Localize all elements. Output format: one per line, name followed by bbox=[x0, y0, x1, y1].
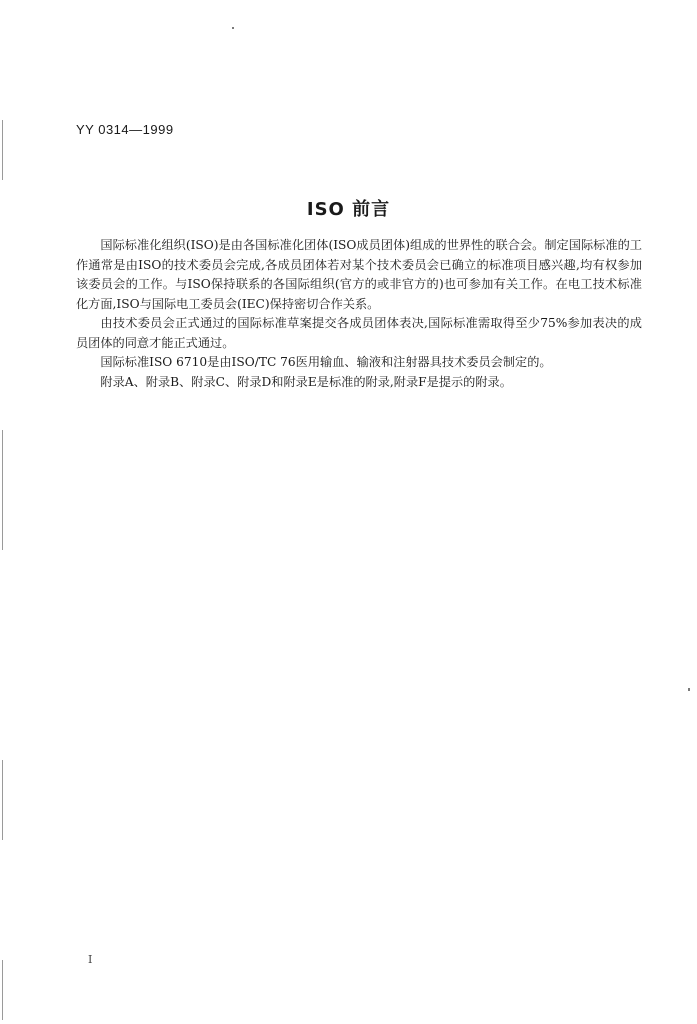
scan-speck bbox=[688, 688, 690, 691]
paragraph-4: 附录A、附录B、附录C、附录D和附录E是标准的附录,附录F是提示的附录。 bbox=[100, 374, 512, 389]
scan-edge-line bbox=[2, 120, 3, 180]
paragraph-3: 国际标准ISO 6710是由ISO/TC 76医用输血、输液和注射器具技术委员会制定的。 bbox=[100, 355, 552, 369]
standard-number: YY 0314—1999 bbox=[76, 122, 174, 137]
foreword-body bbox=[76, 236, 642, 392]
scan-speck bbox=[232, 27, 234, 29]
scan-edge-line bbox=[2, 960, 3, 1020]
scan-edge-line bbox=[2, 430, 3, 550]
scan-edge-line bbox=[2, 760, 3, 840]
page-title: ISO 前言 bbox=[306, 199, 391, 220]
page-number: I bbox=[88, 953, 93, 966]
paragraph-2: 由技术委员会正式通过的国际标准草案提交各成员团体表决,国际标准需取得至少75%参加表决的成员团体的同意才能正式通过。 bbox=[76, 316, 642, 350]
paragraph-1: 国际标准化组织(ISO)是由各国标准化团体(ISO成员团体)组成的世界性的联合会。制定国际标准的工作通常是由ISO的技术委员会完成,各成员团体若对某个技术委员会已确立的标准项目感兴趣,均有权参加该委员会的工作。与ISO保持联系的各国际组织(官方的或非官方的)也可参加有关工作。在电工技术标准化方面,ISO与国际电工委员会(IEC)保持密切合作关系。 bbox=[76, 238, 642, 311]
